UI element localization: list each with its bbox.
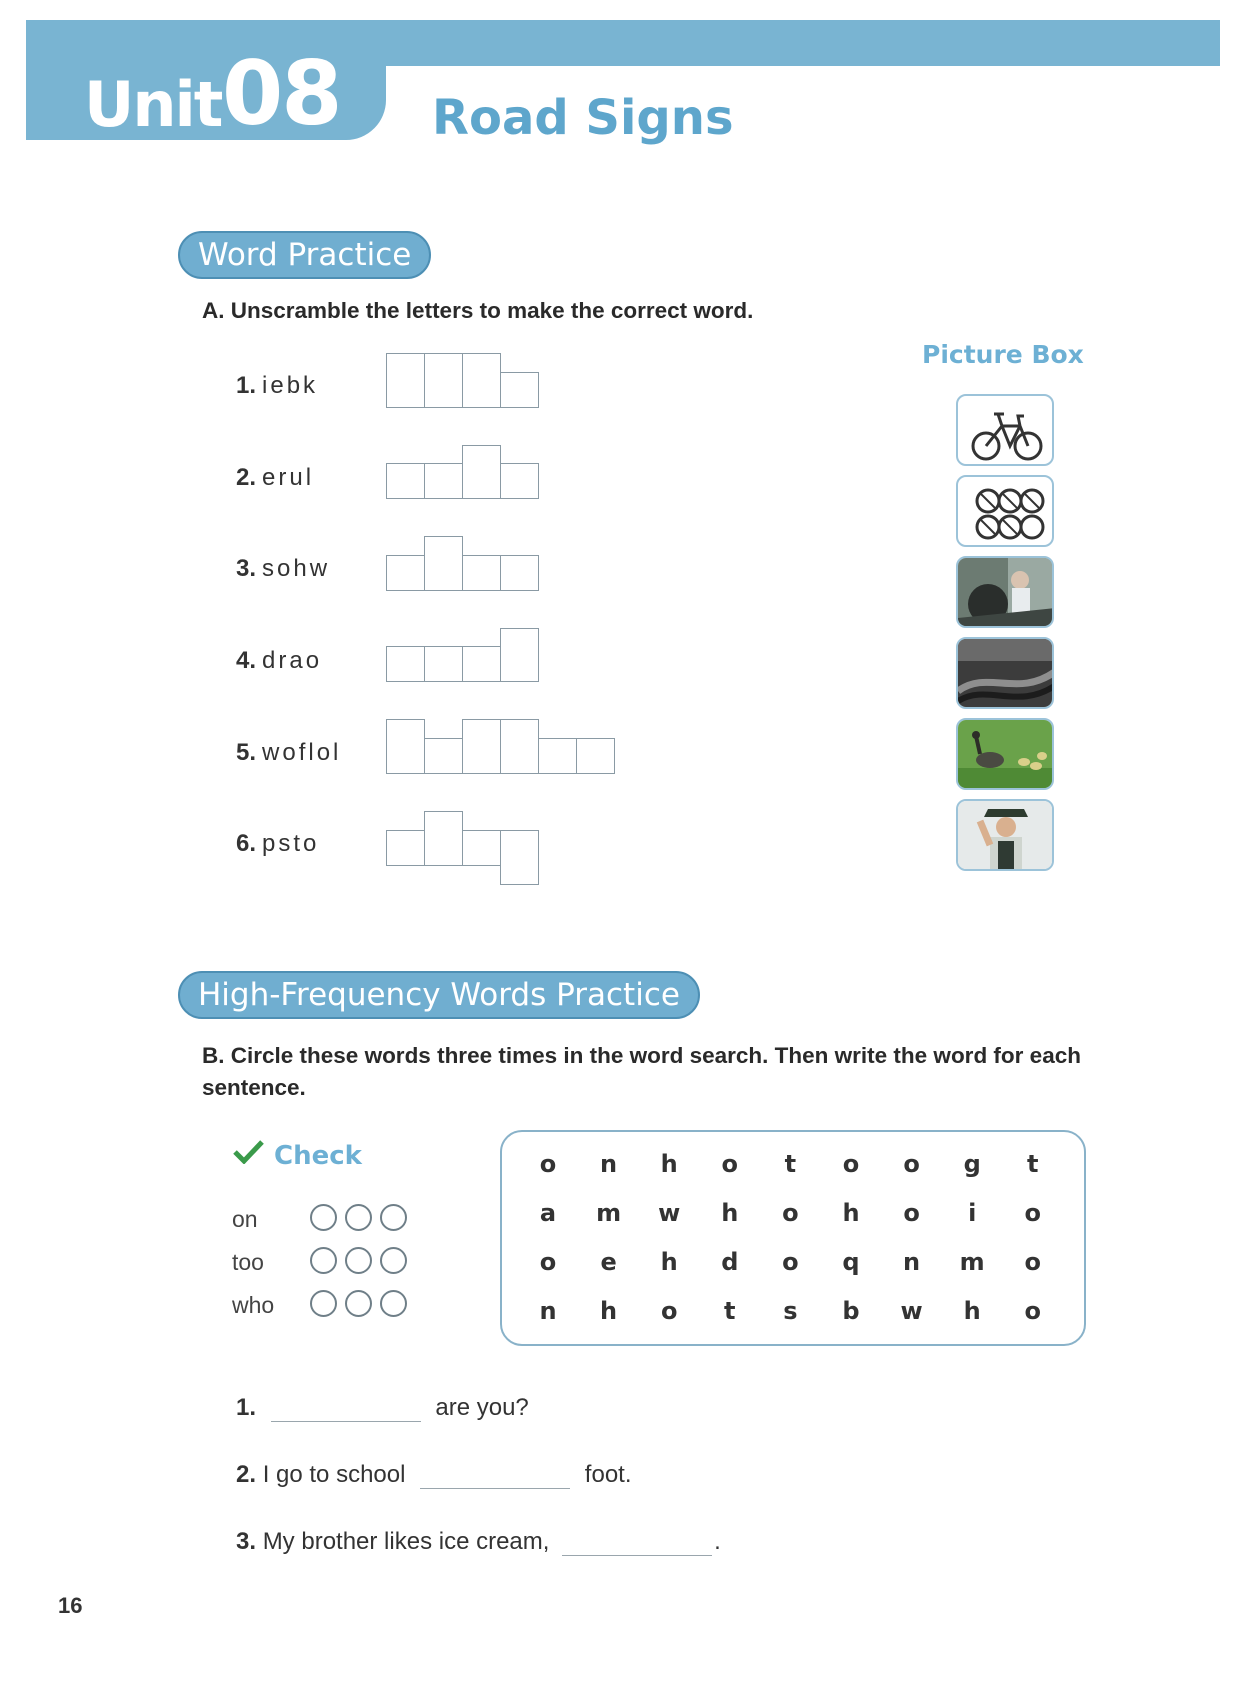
letter-box[interactable] [462, 830, 501, 866]
page-title: Road Signs [432, 90, 734, 146]
letter-box[interactable] [386, 646, 425, 682]
word-practice-heading: Word Practice [178, 231, 431, 279]
word-search-letter[interactable]: h [660, 1150, 678, 1178]
word-search-letter[interactable]: w [900, 1297, 923, 1325]
item-4 [236, 647, 322, 675]
check-mark-icon [232, 1140, 264, 1171]
check-circle[interactable] [345, 1290, 372, 1317]
word-search-letter[interactable]: h [660, 1248, 678, 1276]
letter-box[interactable] [386, 555, 425, 591]
word-search-letter[interactable]: o [539, 1248, 557, 1276]
check-circle[interactable] [310, 1290, 337, 1317]
item-2 [236, 464, 314, 492]
word-search-letter[interactable]: b [842, 1297, 860, 1325]
check-circle[interactable] [380, 1204, 407, 1231]
item-6 [236, 830, 319, 858]
scrambled-letters: erul [262, 464, 315, 491]
item-number: 4. [236, 647, 257, 674]
item-number: 2. [236, 464, 257, 491]
item-number: 5. [236, 739, 257, 766]
item-1 [236, 372, 318, 400]
word-search-letter[interactable]: q [842, 1248, 860, 1276]
letter-box[interactable] [462, 719, 501, 774]
letter-box[interactable] [424, 646, 463, 682]
word-search-letter[interactable]: h [721, 1199, 739, 1227]
unit-number: 08 [222, 42, 341, 145]
word-search-letter[interactable]: o [1024, 1248, 1042, 1276]
sentence-text-after: foot. [584, 1461, 632, 1488]
word-search-letter[interactable]: n [903, 1248, 921, 1276]
letter-box[interactable] [500, 463, 539, 499]
road-signs-icon [956, 475, 1054, 547]
word-search-letter[interactable]: a [539, 1199, 557, 1227]
item-number: 1. [236, 372, 257, 399]
word-search-letter[interactable]: i [968, 1199, 977, 1227]
word-search-letter[interactable]: w [658, 1199, 681, 1227]
sentence-text-after: are you? [435, 1394, 529, 1421]
word-search-letter[interactable]: o [903, 1199, 920, 1227]
check-circle[interactable] [380, 1290, 407, 1317]
letter-box[interactable] [386, 830, 425, 866]
letter-box[interactable] [424, 353, 463, 408]
word-search-letter[interactable]: m [959, 1248, 985, 1276]
scrambled-letters: psto [262, 830, 320, 857]
policeman-icon [956, 799, 1054, 871]
check-title [232, 1140, 362, 1171]
letter-box[interactable] [462, 646, 501, 682]
letter-box[interactable] [462, 555, 501, 591]
check-circle[interactable] [310, 1247, 337, 1274]
word-search-letter[interactable]: t [1027, 1150, 1039, 1178]
word-search-letter[interactable]: h [963, 1297, 981, 1325]
scrambled-letters: iebk [262, 372, 319, 399]
word-search-letter[interactable]: e [600, 1248, 617, 1276]
item-number: 3. [236, 555, 257, 582]
answer-blank[interactable] [420, 1488, 570, 1489]
high-frequency-heading: High-Frequency Words Practice [178, 971, 700, 1019]
word-search-letter[interactable]: h [842, 1199, 860, 1227]
word-search-letter[interactable]: o [660, 1297, 678, 1325]
instruction-a: A. Unscramble the letters to make the correct word. [202, 298, 754, 323]
check-word-who: who [232, 1292, 275, 1318]
sentence-2 [236, 1461, 632, 1489]
word-search-letter[interactable]: o [782, 1248, 799, 1276]
check-circle[interactable] [310, 1204, 337, 1231]
letter-box[interactable] [500, 555, 539, 591]
item-5 [236, 739, 341, 767]
sentence-text-before: I go to school [262, 1461, 406, 1488]
letter-box[interactable] [424, 463, 463, 499]
letter-box[interactable] [424, 811, 463, 866]
word-search-letter[interactable]: t [784, 1150, 797, 1178]
geese-icon [956, 718, 1054, 790]
check-word-too: too [232, 1249, 264, 1275]
item-number: 6. [236, 830, 257, 857]
show-icon [956, 556, 1054, 628]
letter-box[interactable] [386, 463, 425, 499]
word-search-letter[interactable]: m [596, 1199, 622, 1227]
letter-box[interactable] [424, 738, 463, 774]
page-number: 16 [58, 1593, 83, 1618]
sentence-number: 1. [236, 1394, 257, 1421]
word-search-letter[interactable]: o [903, 1150, 920, 1178]
word-search-letter[interactable]: o [721, 1150, 739, 1178]
road-icon [956, 637, 1054, 709]
letter-box[interactable] [500, 628, 539, 682]
scrambled-letters: woflol [262, 739, 342, 766]
sentence-1 [236, 1394, 529, 1422]
sentence-text-before: My brother likes ice cream, [262, 1528, 550, 1555]
answer-blank[interactable] [271, 1421, 421, 1422]
word-search-letter[interactable]: o [1024, 1297, 1042, 1325]
scrambled-letters: sohw [262, 555, 331, 582]
letter-box[interactable] [538, 738, 577, 774]
word-search-letter[interactable]: o [842, 1150, 860, 1178]
item-3 [236, 555, 330, 583]
check-circle[interactable] [345, 1204, 372, 1231]
check-title-text: Check [274, 1141, 362, 1171]
word-search-letter[interactable]: s [783, 1297, 798, 1325]
check-circle[interactable] [380, 1247, 407, 1274]
check-word-on: on [232, 1206, 258, 1232]
word-search-letter[interactable]: n [600, 1150, 618, 1178]
word-search-letter[interactable]: d [721, 1248, 739, 1276]
scrambled-letters: drao [262, 647, 323, 674]
letter-box[interactable] [500, 719, 539, 774]
letter-box[interactable] [500, 372, 539, 408]
sentence-3 [236, 1528, 721, 1556]
word-search-letter[interactable]: t [724, 1297, 736, 1325]
letter-box[interactable] [462, 353, 501, 408]
letter-box[interactable] [386, 353, 425, 408]
unit-label: Unit [84, 68, 222, 141]
word-search-letter[interactable]: o [539, 1150, 557, 1178]
bicycle-icon [956, 394, 1054, 466]
check-circle[interactable] [345, 1247, 372, 1274]
letter-box[interactable] [576, 738, 615, 774]
instruction-b: B. Circle these words three times in the word search. Then write the word for each sentence. [202, 1043, 1081, 1100]
word-search-letter[interactable]: h [600, 1297, 618, 1325]
letter-box[interactable] [500, 830, 539, 885]
sentence-text-after: . [714, 1528, 721, 1555]
letter-box[interactable] [424, 536, 463, 591]
letter-box[interactable] [462, 445, 501, 499]
word-search-letter[interactable]: g [963, 1150, 981, 1178]
letter-box[interactable] [386, 719, 425, 774]
answer-blank[interactable] [562, 1555, 712, 1556]
word-search-letter[interactable]: o [782, 1199, 799, 1227]
word-search-letter[interactable]: o [1024, 1199, 1042, 1227]
sentence-number: 3. [236, 1528, 257, 1555]
word-search-letter[interactable]: n [539, 1297, 557, 1325]
picture-box-title: Picture Box [922, 340, 1084, 369]
sentence-number: 2. [236, 1461, 257, 1488]
